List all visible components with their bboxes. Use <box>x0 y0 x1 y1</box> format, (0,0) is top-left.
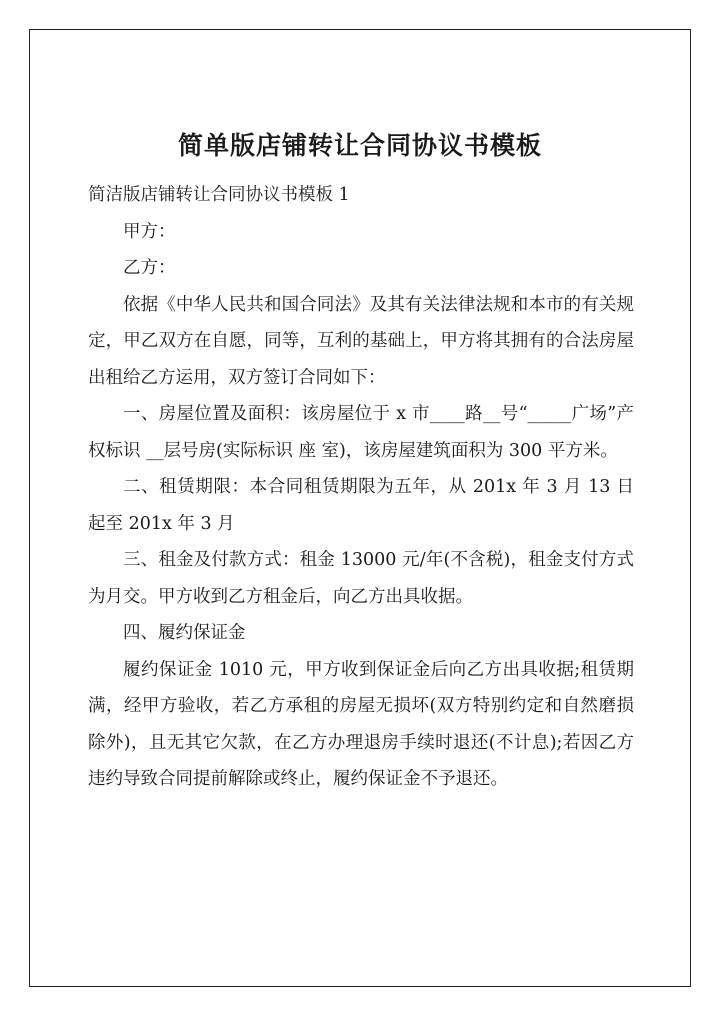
clause-location-area: 一、房屋位置及面积：该房屋位于 x 市____路__号“_____广场”产权标识 __层号房(实际标识 座 室)，该房屋建筑面积为 300 平方米。 <box>88 404 634 461</box>
document-subtitle: 简洁版店铺转让合同协议书模板 1 <box>88 185 350 205</box>
clause-deposit-heading: 四、履约保证金 <box>123 623 246 643</box>
document-title: 简单版店铺转让合同协议书模板 <box>177 130 542 160</box>
party-a-line: 甲方： <box>123 221 176 242</box>
document-body <box>88 177 634 798</box>
clause-rent-payment: 三、租金及付款方式：租金 13000 元/年(不含税)，租金支付方式为月交。甲方收到乙方租金后，向乙方出具收据。 <box>88 550 634 607</box>
preamble-paragraph: 依据《中华人民共和国合同法》及其有关法律法规和本市的有关规定，甲乙双方在自愿，同等，互利的基础上，甲方将其拥有的合法房屋出租给乙方运用，双方签订合同如下： <box>88 294 634 388</box>
party-b-line: 乙方： <box>123 258 176 278</box>
clause-lease-term: 二、租赁期限：本合同租赁期限为五年，从 201x 年 3 月 13 日起至 201x 年 3 月 <box>88 477 634 534</box>
clause-deposit-body: 履约保证金 1010 元，甲方收到保证金后向乙方出具收据;租赁期满，经甲方验收，若乙方承租的房屋无损坏(双方特别约定和自然磨损除外)，且无其它欠款，在乙方办理退房手续时退还(不计息);若因乙方违约导致合同提前解除或终止，履约保证金不予退还。 <box>88 659 634 789</box>
